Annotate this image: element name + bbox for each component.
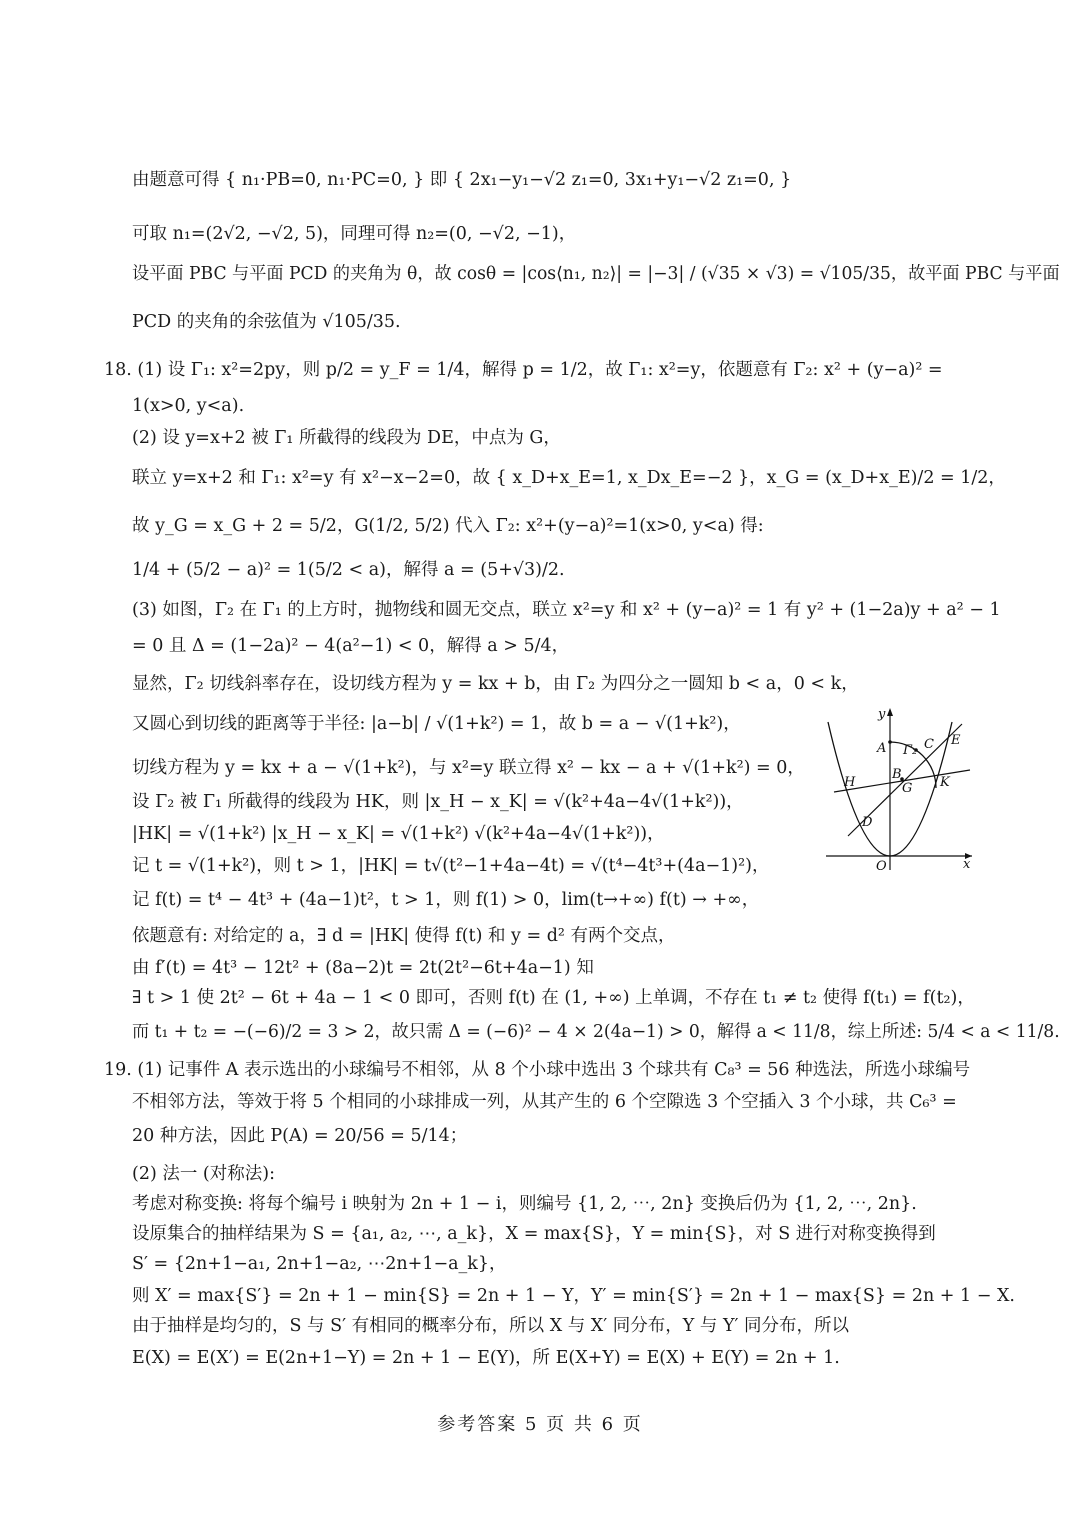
text-line-2: 可取 n₁=(2√2, −√2, 5)，同理可得 n₂=(0, −√2, −1)， <box>132 224 577 244</box>
label-b: B <box>892 767 902 782</box>
label-k: K <box>940 775 950 790</box>
label-d: D <box>862 815 873 830</box>
text-line-18: 记 t = √(1+k²)，则 t > 1，|HK| = t√(t²−1+4a−4t) = √(t⁴−4t³+(4a−1)²)， <box>132 856 770 876</box>
text-line-10: 1/4 + (5/2 − a)² = 1(5/2 < a)，解得 a = (5+√3)/2. <box>132 560 565 580</box>
text-line-17: |HK| = √(1+k²) |x_H − x_K| = √(1+k²) √(k²+4a−4√(1+k²))， <box>132 824 665 844</box>
text-line-22: ∃ t > 1 使 2t² − 6t + 4a − 1 < 0 即可，否则 f(t) 在 (1, +∞) 上单调，不存在 t₁ ≠ t₂ 使得 f(t₁) = f(t₂)， <box>132 988 975 1008</box>
text-line-8: 联立 y=x+2 和 Γ₁: x²=y 有 x²−x−2=0，故 { x_D+x_E=1, x_Dx_E=−2 }，x_G = (x_D+x_E)/2 = 1/2， <box>132 468 1006 488</box>
label-c: C <box>924 737 934 752</box>
text-line-6: 1(x>0, y<a). <box>132 396 245 416</box>
text-line-11: (3) 如图，Γ₂ 在 Γ₁ 的上方时，抛物线和圆无交点，联立 x²=y 和 x² + (y−a)² = 1 有 y² + (1−2a)y + a² − 1 <box>132 600 1001 620</box>
text-line-13: 显然，Γ₂ 切线斜率存在，设切线方程为 y = kx + b，由 Γ₂ 为四分之一圆知 b < a，0 < k， <box>132 674 859 694</box>
text-line-27: (2) 法一 (对称法): <box>132 1164 275 1184</box>
label-h: H <box>844 775 856 790</box>
text-line-4: PCD 的夹角的余弦值为 √105/35. <box>132 312 401 332</box>
problem-19-line-1: 19. (1) 记事件 A 表示选出的小球编号不相邻，从 8 个小球中选出 3 个球共有 C₈³ = 56 种选法，所选小球编号 <box>104 1060 971 1080</box>
text-line-28: 考虑对称变换: 将每个编号 i 映射为 2n + 1 − i，则编号 {1, 2, ⋯, 2n} 变换后仍为 {1, 2, ⋯, 2n}. <box>132 1194 917 1214</box>
text-line-30: S′ = {2n+1−a₁, 2n+1−a₂, ⋯2n+1−a_k}， <box>132 1254 507 1274</box>
point-a <box>888 740 892 744</box>
text-line-21: 由 f′(t) = 4t³ − 12t² + (8a−2)t = 2t(2t²−6t+4a−1) 知 <box>132 958 594 978</box>
text-line-7: (2) 设 y=x+2 被 Γ₁ 所截得的线段为 DE，中点为 G， <box>132 428 561 448</box>
label-gamma2: Γ₂ <box>903 743 918 758</box>
text-line-25: 不相邻方法，等效于将 5 个相同的小球排成一列，从其产生的 6 个空隙选 3 个空插入 3 个小球，共 C₆³ = <box>132 1092 957 1112</box>
text-line-9: 故 y_G = x_G + 2 = 5/2，G(1/2, 5/2) 代入 Γ₂: x²+(y−a)²=1(x>0, y<a) 得: <box>132 516 764 536</box>
label-a: A <box>877 741 887 756</box>
label-x: x <box>963 857 971 872</box>
parabola-circle-figure <box>820 700 980 875</box>
text-line-15: 切线方程为 y = kx + a − √(1+k²)，与 x²=y 联立得 x² − kx − a + √(1+k²) = 0， <box>132 758 805 778</box>
label-y: y <box>878 707 886 722</box>
text-line-12: = 0 且 Δ = (1−2a)² − 4(a²−1) < 0，解得 a > 5/4， <box>132 636 570 656</box>
text-line-19: 记 f(t) = t⁴ − 4t³ + (4a−1)t²，t > 1，则 f(1) > 0，lim(t→+∞) f(t) → +∞， <box>132 890 760 910</box>
text-line-31: 则 X′ = max{S′} = 2n + 1 − min{S} = 2n + 1 − Y，Y′ = min{S′} = 2n + 1 − max{S} = 2n + 1 − X. <box>132 1286 1015 1306</box>
text-line-29: 设原集合的抽样结果为 S = {a₁, a₂, ⋯, a_k}，X = max{S}，Y = min{S}，对 S 进行对称变换得到 <box>132 1224 936 1244</box>
label-g: G <box>902 781 913 796</box>
text-line-20: 依题意有: 对给定的 a，∃ d = |HK| 使得 f(t) 和 y = d² 有两个交点， <box>132 926 676 946</box>
text-line-23: 而 t₁ + t₂ = −(−6)/2 = 3 > 2，故只需 Δ = (−6)² − 4 × 2(4a−1) > 0，解得 a < 11/8，综上所述: 5/4 < a < 11/8. <box>132 1022 1060 1042</box>
text-line-14: 又圆心到切线的距离等于半径: |a−b| / √(1+k²) = 1，故 b = a − √(1+k²)， <box>132 714 741 734</box>
label-e: E <box>951 733 961 748</box>
page-footer: 参考答案 5 页 共 6 页 <box>437 1414 643 1435</box>
text-line-1: 由题意可得 { n₁·PB=0, n₁·PC=0, } 即 { 2x₁−y₁−√2 z₁=0, 3x₁+y₁−√2 z₁=0, } <box>132 170 792 190</box>
text-line-16: 设 Γ₂ 被 Γ₁ 所截得的线段为 HK，则 |x_H − x_K| = √(k²+4a−4√(1+k²))， <box>132 792 744 812</box>
problem-18-line-1: 18. (1) 设 Γ₁: x²=2py，则 p/2 = y_F = 1/4，解得 p = 1/2，故 Γ₁: x²=y，依题意有 Γ₂: x² + (y−a)² = <box>104 360 943 380</box>
figure-svg <box>820 700 980 875</box>
text-line-3: 设平面 PBC 与平面 PCD 的夹角为 θ，故 cosθ = |cos⟨n₁, n₂⟩| = |−3| / (√35 × √3) = √105/35，故平面 PBC 与平面 <box>132 264 1060 284</box>
y-axis-arrow <box>887 708 893 716</box>
text-line-33: E(X) = E(X′) = E(2n+1−Y) = 2n + 1 − E(Y)，所 E(X+Y) = E(X) + E(Y) = 2n + 1. <box>132 1348 840 1368</box>
text-line-32: 由于抽样是均匀的，S 与 S′ 有相同的概率分布，所以 X 与 X′ 同分布，Y 与 Y′ 同分布，所以 <box>132 1316 850 1336</box>
text-line-26: 20 种方法，因此 P(A) = 20/56 = 5/14； <box>132 1126 468 1146</box>
label-o: O <box>876 859 887 874</box>
